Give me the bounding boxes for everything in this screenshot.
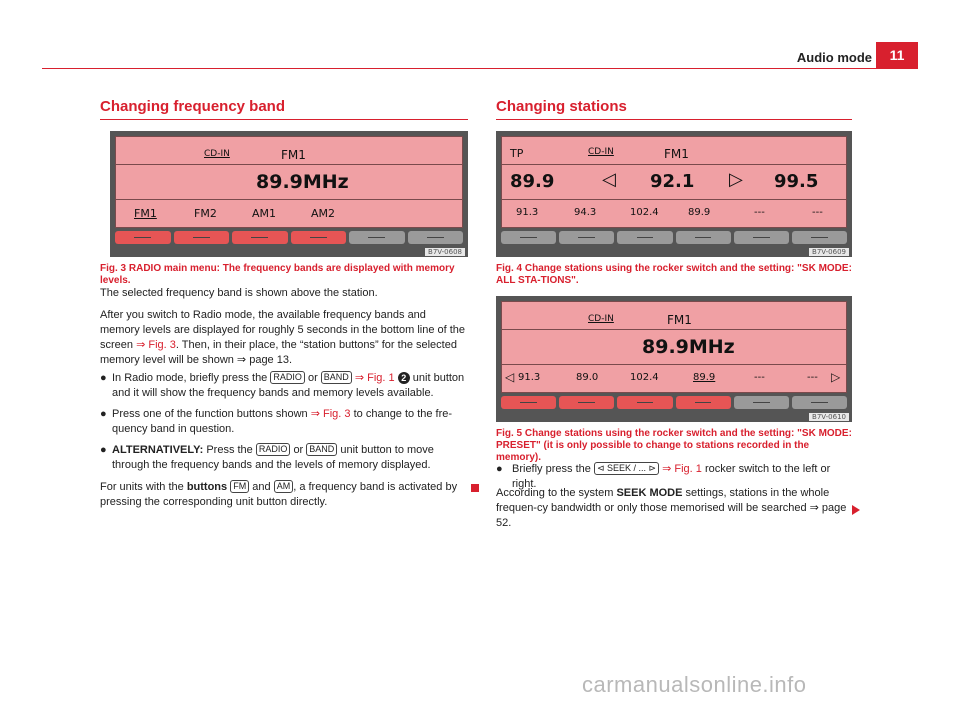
paragraph [496, 486, 854, 531]
section-rule-right [496, 119, 852, 120]
figure-code: B7V-0608 [425, 248, 465, 256]
bullet-text: Press one of the function buttons shown [112, 408, 308, 420]
bullet-text: to change to the fre-quency band in question. [112, 408, 453, 435]
bullet-item [100, 443, 466, 473]
cd-in-label: CD-IN [588, 314, 614, 324]
screen-divider [502, 199, 846, 200]
figure-reference[interactable]: ⇒ Fig. 3 [136, 339, 176, 351]
seek-right-icon: ▷ [831, 370, 841, 384]
function-button-row [501, 231, 847, 244]
screen-divider [116, 199, 462, 200]
function-button [792, 396, 847, 409]
bullet-dot: ● [100, 408, 107, 420]
function-button [349, 231, 405, 244]
bullet-text: or [307, 372, 318, 384]
paragraph-text: settings, stations in the whole frequen-cy bandwidth or only those memorised will be searched ⇒ page 52. [496, 487, 847, 529]
band-option-fm1: FM1 [134, 207, 157, 220]
preset-station: 89.9 [688, 207, 711, 218]
figure-reference[interactable]: ⇒ Fig. 1 [354, 372, 395, 384]
watermark: carmanualsonline.info [582, 672, 807, 697]
current-station: 92.1 [650, 171, 695, 192]
cd-in-label: CD-IN [204, 149, 230, 159]
chapter-title: Audio mode [796, 50, 872, 65]
band-label: FM1 [281, 148, 306, 162]
preset-station: --- [807, 372, 818, 383]
section-title-frequency-band: Changing frequency band [100, 98, 286, 115]
callout-number: 2 [398, 372, 410, 384]
paragraph-bold: buttons [186, 481, 228, 493]
function-button [734, 396, 789, 409]
section-end-mark [471, 484, 479, 492]
bullet-text: Briefly press the [512, 463, 591, 475]
radio-key: RADIO [270, 371, 305, 384]
paragraph: The selected frequency band is shown above the station. [100, 287, 378, 299]
preset-station: 89.0 [576, 372, 599, 383]
figure-3-caption: Fig. 3 RADIO main menu: The frequency bands are displayed with memory levels. [100, 263, 455, 286]
continue-arrow-icon [852, 505, 860, 515]
paragraph [100, 480, 466, 510]
screen-divider [502, 329, 846, 330]
band-label: FM1 [664, 147, 689, 161]
figure-3-radio-screen [110, 131, 468, 257]
paragraph-bold: SEEK MODE [616, 487, 683, 499]
band-option-am1: AM1 [252, 207, 277, 220]
section-rule-left [100, 119, 468, 120]
figure-5-caption: Fig. 5 Change stations using the rocker switch and the setting: "SK MODE: PRESET" (it is only possible to change to stations recorded in the memory). [496, 428, 852, 463]
preset-station: --- [812, 207, 823, 218]
function-button [501, 396, 556, 409]
tp-indicator: TP [510, 147, 524, 160]
bullet-text: unit button and it will show the frequency bands and memory levels available. [112, 372, 465, 399]
function-button [792, 231, 847, 244]
preset-station: 91.3 [518, 372, 541, 383]
seek-left-icon: ◁ [505, 370, 515, 384]
bullet-text: or [293, 444, 304, 456]
seek-left-icon: ◁ [602, 169, 616, 190]
paragraph-text: , a frequency band is activated by pressing the corresponding unit button directly. [100, 481, 458, 508]
function-button [232, 231, 288, 244]
function-button [291, 231, 347, 244]
band-key: BAND [306, 443, 337, 456]
frequency-display: 89.9MHz [256, 171, 349, 193]
function-button [115, 231, 171, 244]
figure-4-caption: Fig. 4 Change stations using the rocker switch and the setting: "SK MODE: ALL STA-TIONS". [496, 263, 852, 286]
alternatively-label: ALTERNATIVELY: [112, 444, 204, 456]
preset-station: --- [754, 372, 765, 383]
preset-station: --- [754, 207, 765, 218]
header-rule [42, 68, 918, 69]
previous-station: 89.9 [510, 171, 555, 192]
bullet-text: Press the [206, 444, 253, 456]
band-label: FM1 [667, 313, 692, 327]
screen-divider [502, 364, 846, 365]
paragraph-text: . Then, in their place, the “station buttons” for the selected memory level will be shown ⇒ page 13. [100, 339, 457, 366]
preset-station: 102.4 [630, 372, 659, 383]
figure-code: B7V-0610 [809, 413, 849, 421]
figure-reference[interactable]: ⇒ Fig. 3 [310, 408, 351, 420]
band-option-am2: AM2 [311, 207, 336, 220]
figure-5-radio-screen [496, 296, 852, 422]
preset-station: 91.3 [516, 207, 539, 218]
function-button [408, 231, 464, 244]
bullet-text: unit button to move through the frequency bands and the levels of memory displayed. [112, 444, 434, 471]
figure-code: B7V-0609 [809, 248, 849, 256]
seek-right-icon: ▷ [729, 169, 743, 190]
function-button [734, 231, 789, 244]
preset-station: 94.3 [574, 207, 597, 218]
paragraph-text: According to the system [496, 487, 614, 499]
function-button [559, 231, 614, 244]
paragraph-text: and [252, 481, 271, 493]
function-button [559, 396, 614, 409]
function-button [501, 231, 556, 244]
bullet-text: rocker switch to the left or right. [512, 463, 831, 490]
bullet-text: In Radio mode, briefly press the [112, 372, 268, 384]
figure-reference[interactable]: ⇒ Fig. 1 [662, 463, 702, 475]
screen-divider [116, 164, 462, 165]
cd-in-label: CD-IN [588, 147, 614, 157]
function-button [174, 231, 230, 244]
function-button [676, 396, 731, 409]
radio-key: RADIO [256, 443, 291, 456]
function-button [617, 396, 672, 409]
next-station: 99.5 [774, 171, 819, 192]
band-key: BAND [321, 371, 352, 384]
am-key: AM [274, 480, 294, 493]
function-button-row [501, 396, 847, 409]
bullet-item [100, 407, 466, 437]
screen-divider [502, 164, 846, 165]
page-number: 11 [876, 42, 918, 68]
paragraph-text: For units with the [100, 481, 184, 493]
bullet-item [100, 371, 466, 401]
paragraph [100, 308, 466, 368]
figure-4-radio-screen [496, 131, 852, 257]
paragraph-text: After you switch to Radio mode, the available frequency bands and memory levels are displayed for roughly 5 seconds in the bottom line of the screen [100, 309, 466, 351]
bullet-dot: ● [100, 372, 107, 384]
frequency-display: 89.9MHz [642, 336, 735, 358]
function-button-row [115, 231, 463, 244]
seek-key: ⊲ SEEK / ... ⊳ [594, 462, 659, 475]
fm-key: FM [230, 480, 249, 493]
bullet-dot: ● [100, 444, 107, 456]
preset-station: 102.4 [630, 207, 659, 218]
function-button [676, 231, 731, 244]
band-option-fm2: FM2 [194, 207, 217, 220]
function-button [617, 231, 672, 244]
bullet-dot: ● [496, 463, 503, 475]
section-title-changing-stations: Changing stations [496, 98, 627, 115]
preset-station-selected: 89.9 [693, 372, 716, 383]
